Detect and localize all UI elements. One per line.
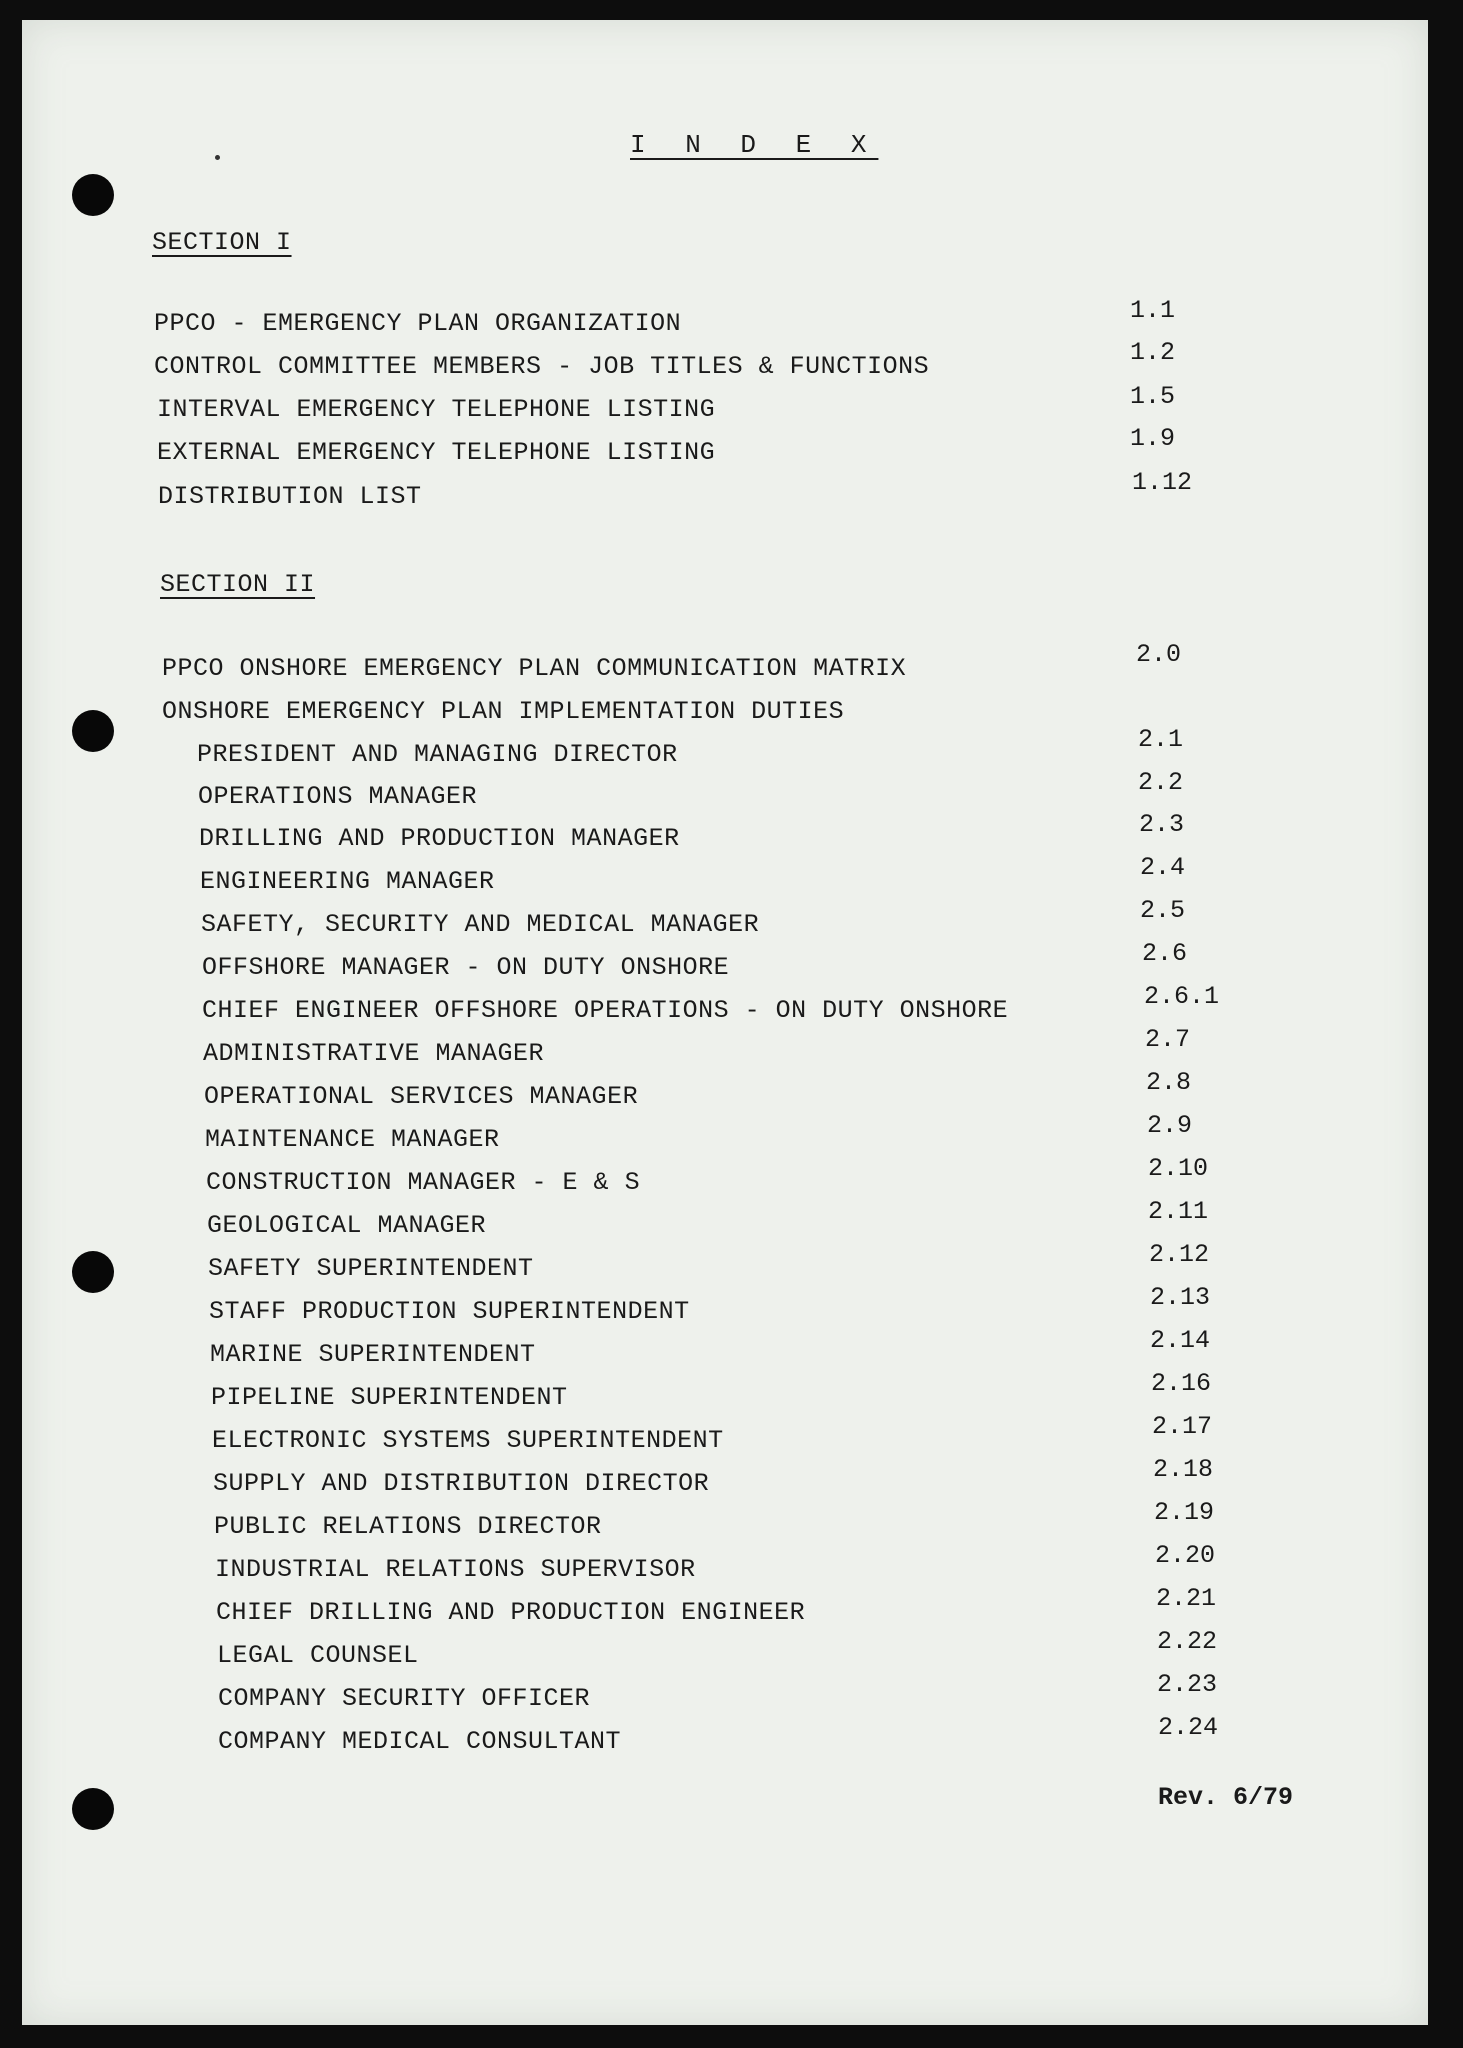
toc-entry-label: OPERATIONAL SERVICES MANAGER bbox=[204, 1082, 639, 1111]
toc-entry-label: DISTRIBUTION LIST bbox=[158, 482, 422, 511]
toc-entry-label: CHIEF DRILLING AND PRODUCTION ENGINEER bbox=[216, 1598, 806, 1627]
toc-entry-page: 2.7 bbox=[1145, 1025, 1191, 1054]
toc-entry-label: MARINE SUPERINTENDENT bbox=[210, 1340, 536, 1369]
toc-entry-label: INTERVAL EMERGENCY TELEPHONE LISTING bbox=[157, 395, 716, 424]
toc-entry-page: 2.14 bbox=[1150, 1326, 1211, 1355]
toc-entry-page: 2.12 bbox=[1149, 1240, 1210, 1269]
toc-entry-label: STAFF PRODUCTION SUPERINTENDENT bbox=[209, 1297, 690, 1326]
toc-entry-label: OFFSHORE MANAGER - ON DUTY ONSHORE bbox=[202, 953, 730, 982]
toc-entry-page: 2.24 bbox=[1158, 1713, 1219, 1742]
toc-entry-label: INDUSTRIAL RELATIONS SUPERVISOR bbox=[215, 1555, 696, 1584]
toc-entry-label: PUBLIC RELATIONS DIRECTOR bbox=[214, 1512, 602, 1541]
toc-entry-page: 2.22 bbox=[1157, 1627, 1218, 1656]
toc-entry-label bbox=[154, 352, 929, 381]
toc-entry-label: MAINTENANCE MANAGER bbox=[205, 1125, 500, 1154]
toc-entry-page: 2.6.1 bbox=[1144, 982, 1220, 1011]
toc-entry-label-text: CONTROL COMMITTEE MEMBERS - JOB TITLES & FUNCTIONS bbox=[154, 352, 930, 381]
toc-entry-page: 2.3 bbox=[1139, 810, 1185, 839]
scan-speck bbox=[215, 155, 220, 160]
toc-entry-page: 2.19 bbox=[1154, 1498, 1215, 1527]
section-heading: SECTION II bbox=[160, 570, 316, 599]
toc-entry-page: 2.11 bbox=[1148, 1197, 1209, 1226]
toc-entry-label: SAFETY SUPERINTENDENT bbox=[208, 1254, 534, 1283]
toc-entry-page: 2.6 bbox=[1142, 939, 1188, 968]
toc-entry-page: 2.4 bbox=[1140, 853, 1186, 882]
toc-entry-label: DRILLING AND PRODUCTION MANAGER bbox=[199, 824, 680, 853]
toc-entry-page: 2.5 bbox=[1140, 896, 1186, 925]
toc-entry-label: OPERATIONS MANAGER bbox=[198, 782, 478, 811]
toc-entry-page: 2.18 bbox=[1153, 1455, 1214, 1484]
toc-entry-label: SUPPLY AND DISTRIBUTION DIRECTOR bbox=[213, 1469, 710, 1498]
toc-entry-page: 2.2 bbox=[1138, 768, 1184, 797]
toc-entry-label: SAFETY, SECURITY AND MEDICAL MANAGER bbox=[201, 910, 760, 939]
toc-entry-label: COMPANY SECURITY OFFICER bbox=[218, 1684, 591, 1713]
toc-entry-page: 2.10 bbox=[1148, 1154, 1209, 1183]
toc-entry-page: 1.9 bbox=[1130, 424, 1176, 453]
toc-entry-page: 2.17 bbox=[1152, 1412, 1213, 1441]
section-heading: SECTION I bbox=[152, 228, 292, 257]
toc-entry-page: 1.5 bbox=[1130, 382, 1176, 411]
punch-hole bbox=[72, 710, 114, 752]
toc-entry-label: ELECTRONIC SYSTEMS SUPERINTENDENT bbox=[212, 1426, 724, 1455]
toc-entry-page: 2.13 bbox=[1150, 1283, 1211, 1312]
toc-entry-label: PIPELINE SUPERINTENDENT bbox=[211, 1383, 568, 1412]
toc-subheading: ONSHORE EMERGENCY PLAN IMPLEMENTATION DUTIES bbox=[162, 697, 845, 726]
toc-entry-page: 2.1 bbox=[1138, 725, 1184, 754]
toc-entry-page: 2.0 bbox=[1136, 640, 1182, 669]
toc-entry-label: EXTERNAL EMERGENCY TELEPHONE LISTING bbox=[157, 438, 716, 467]
toc-entry-label: PRESIDENT AND MANAGING DIRECTOR bbox=[197, 740, 678, 769]
toc-entry-page: 2.21 bbox=[1156, 1584, 1217, 1613]
toc-entry-label: ADMINISTRATIVE MANAGER bbox=[203, 1039, 545, 1068]
toc-entry-page: 2.23 bbox=[1157, 1670, 1218, 1699]
revision-note: Rev. 6/79 bbox=[1158, 1783, 1294, 1812]
toc-entry-label: CONSTRUCTION MANAGER - E & S bbox=[206, 1168, 641, 1197]
toc-entry-label: LEGAL COUNSEL bbox=[217, 1641, 419, 1670]
toc-entry-label: CHIEF ENGINEER OFFSHORE OPERATIONS - ON DUTY ONSHORE bbox=[202, 996, 1009, 1025]
toc-entry-page: 2.9 bbox=[1147, 1111, 1193, 1140]
toc-entry-label: ENGINEERING MANAGER bbox=[200, 867, 495, 896]
punch-hole bbox=[72, 174, 114, 216]
toc-entry-page: 2.8 bbox=[1146, 1068, 1192, 1097]
punch-hole bbox=[72, 1251, 114, 1293]
toc-entry-page: 2.20 bbox=[1155, 1541, 1216, 1570]
toc-entry-label: COMPANY MEDICAL CONSULTANT bbox=[218, 1727, 622, 1756]
punch-hole bbox=[72, 1788, 114, 1830]
toc-entry-page: 2.16 bbox=[1151, 1369, 1212, 1398]
toc-entry-page: 1.12 bbox=[1132, 468, 1193, 497]
toc-entry-page: 1.2 bbox=[1130, 338, 1176, 367]
toc-entry-label: PPCO - EMERGENCY PLAN ORGANIZATION bbox=[154, 309, 682, 338]
page-title: I N D E X bbox=[630, 130, 879, 160]
toc-entry-label: GEOLOGICAL MANAGER bbox=[207, 1211, 487, 1240]
toc-entry-label: PPCO ONSHORE EMERGENCY PLAN COMMUNICATION MATRIX bbox=[162, 654, 907, 683]
toc-entry-page: 1.1 bbox=[1130, 296, 1176, 325]
